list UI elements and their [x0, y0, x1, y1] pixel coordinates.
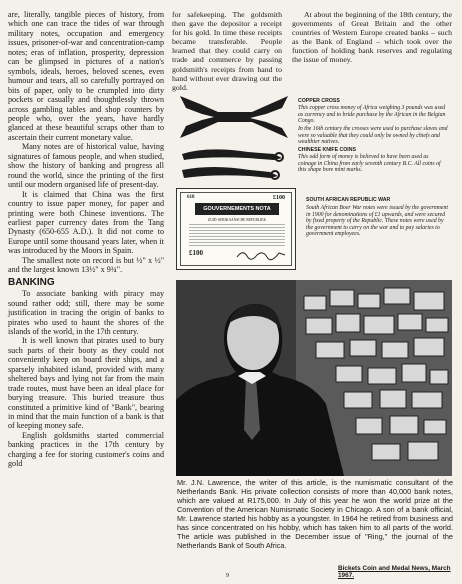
- signature-icon: [235, 247, 287, 261]
- section-heading-banking: BANKING: [8, 276, 55, 288]
- article-column-2: [172, 0, 282, 92]
- note-amount: £100: [189, 249, 203, 257]
- caption-text: This odd form of money is believed to have been used as coinage in China from early seventh century B.C. All coins of this shape bore mint marks.: [298, 154, 441, 174]
- banknote-image: [176, 188, 296, 270]
- caption-heading: SOUTH AFRICAN REPUBLIC WAR: [306, 197, 391, 203]
- caption-heading: COPPER CROSS: [298, 98, 340, 104]
- article-body-1: [8, 0, 164, 469]
- paragraph: It is claimed that China was the first country to issue paper money, for paper and printing were both Chinese inventions. The earliest paper currency dates from the Tang Dynasty (650-655 A.D.). It did not come to Europe until some thousand years later, when it was introduced by the Moors in Spain.: [8, 189, 164, 256]
- note-text-lines: [189, 224, 285, 246]
- caption-heading: CHINESE KNIFE COINS: [298, 147, 356, 153]
- note-subtitle: ZUID-AFRIKAANSCHE REPUBLIEK: [207, 218, 267, 222]
- paragraph: It is well known that pirates used to bury such parts of their booty as they could not conveniently keep on board their ships, and a sparsely inhabited island, provided with many sheltered bays and lying not far from the main trade routes, must have been an ideal place for burying treasure. This buried treasure thus constituted a primitive kind of "Bank", bearing in mind that the main function of a bank is that of keeping money safe.: [8, 336, 164, 431]
- caption-text: This copper cross money of Africa weighing 3 pounds was used as currency and to bride purchase by the African in the Belgian Congo.: [298, 105, 446, 125]
- note-serial: 618: [187, 195, 195, 200]
- copper-cross-image: [178, 92, 290, 140]
- note-value: £100: [273, 195, 285, 201]
- caption-text: South African Boer War notes were issued by the government in 1900 for denominations of £1 upwards, and were secured by fixed property of the Republic. These notes were used by the government to carry on the war and to pay salaries to government employees.: [306, 205, 448, 238]
- paragraph: The smallest note on record is but ½" x ½" and the largest known 13½" x 9¾".: [8, 255, 164, 275]
- paragraph: are, literally, tangible pieces of history, from which one can trace the tides of war through military notes, occupation and emergency issues, prisoner-of-war and concentration-camp notes; eras of inflation, prosperity, depression can be glimpsed in pictures of a nation's symbols, ideals, heroes, beloved scenes, even humour and tears, all so carefully portrayed on bits of paper, only to be crumpled into dirty pockets or casually and thoughtlessly thrown across gambling tables and shop counters by people who, over the years, have hardly glanced at these beautiful scraps other than to ascertain their current monetary value.: [8, 10, 164, 142]
- caption-text: In the 16th century the crosses were used to purchase slaves and were so valuable that they could only be owned by chiefs and wealthier natives.: [298, 126, 448, 146]
- article-column-3: [292, 0, 452, 65]
- paragraph: for safekeeping. The goldsmith then gave the depositor a receipt for his gold. In time these receipts became transferable. People learned that they could carry on trade and commerce by passing goldsmith's receipts from hand to hand without ever drawing out the gold.: [172, 10, 282, 92]
- paragraph: Many notes are of historical value, having signatures of famous people, and when studied, show the history of banking and progress all round the world, since the printing of the first until our modern organised life of present-day.: [8, 142, 164, 190]
- source-credit: Bickets Coin and Medal News, March 1967.: [338, 565, 451, 579]
- photo-caption: Mr. J.N. Lawrence, the writer of this article, is the numismatic consultant of the Netherlands Bank. His private collection consists of more than 40,000 bank notes, which are valued at R175,000. In July of this year he won the world prize at the Convention of the American Numismatic Society in Chicago. A son of a bank official, Mr. Lawrence started his hobby as a youngster. In 1964 he retired from business and has since concentrated on his hobby, which has taken him to all parts of the world. The article was published in the December issue of "Ring," the journal of the Netherlands Bank of South Africa.: [177, 478, 453, 550]
- note-title: GOUVERNEMENTS NOTA: [195, 203, 279, 215]
- page-number: 9: [226, 573, 229, 579]
- paragraph: English goldsmiths started commercial banking practices in the 17th century by charging a fee for storing customer's coins and gold: [8, 430, 164, 469]
- paragraph: To associate banking with piracy may sound rather odd; still, there may be some justification in tracing the origin of banks to pirates who used to haunt the shores of the islands of the world, in the 17th century.: [8, 289, 164, 336]
- knife-coins-image: [178, 144, 290, 184]
- author-photo: [176, 280, 452, 476]
- paragraph: At about the beginning of the 18th century, the governments of Great Britain and the other countries of Western Europe created banks – such as the Bank of England – which took over the function of holding bank reserves and regulating the issue of money.: [292, 10, 452, 65]
- article-column-1: [8, 0, 164, 469]
- photo-illustration: [176, 280, 452, 476]
